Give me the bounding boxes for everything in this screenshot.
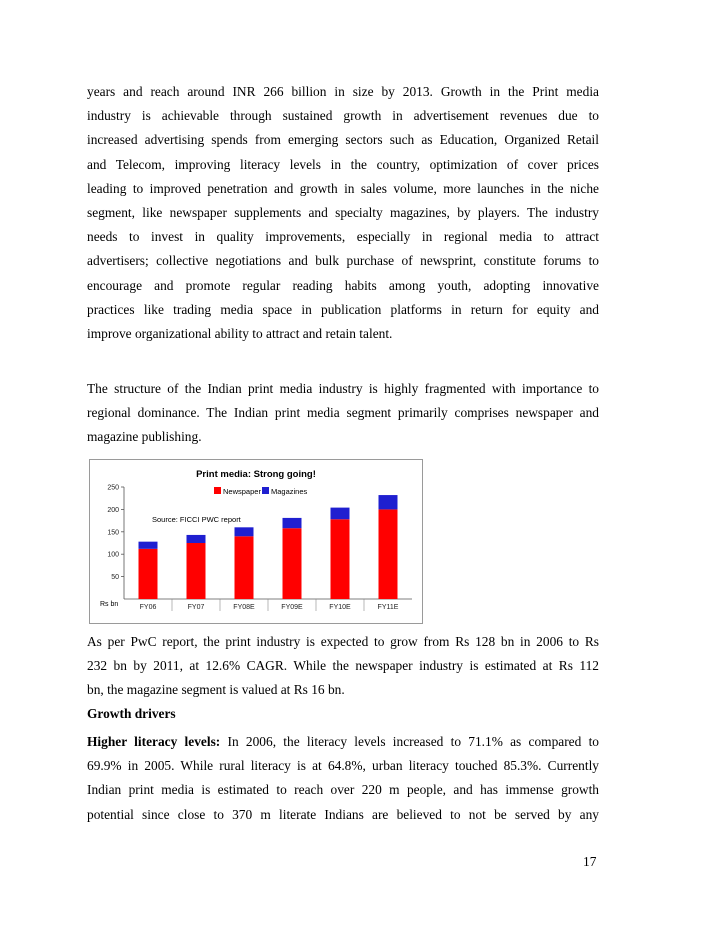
x-tick-label: FY10E [329, 604, 351, 611]
x-tick-label: FY08E [233, 604, 255, 611]
y-tick-label: 250 [107, 484, 119, 492]
x-tick-label: FY07 [187, 604, 205, 611]
text-line: magazine publishing. [87, 429, 202, 445]
text-line: Indian print media is estimated to reach over 220 m people, and has immense growth [87, 782, 599, 798]
text-line: 69.9% in 2005. While rural literacy is at 64.8%, urban literacy touched 85.3%. Currently [87, 758, 599, 774]
text-line: leading to improved penetration and growth in sales volume, more launches in the niche [87, 180, 599, 196]
bar-newspaper-fy11e [379, 509, 398, 599]
bar-newspaper-fy08e [235, 536, 254, 599]
y-tick-label: 100 [107, 551, 119, 559]
text-fragment: In 2006, the literacy levels increased to 71.1% as compared to [220, 734, 599, 749]
chart-title: Print media: Strong going! [196, 469, 316, 480]
lead-term: Higher literacy levels: [87, 734, 221, 749]
text-line: 232 bn by 2011, at 12.6% CAGR. While the newspaper industry is estimated at Rs 112 [87, 658, 599, 674]
print-media-chart [89, 459, 423, 624]
legend-label-newspaper: Newspaper [223, 487, 261, 496]
text-line: As per PwC report, the print industry is expected to grow from Rs 128 bn in 2006 to Rs [87, 634, 599, 649]
x-tick-label: FY09E [281, 604, 303, 611]
text-line: segment, like newspaper supplements and specialty magazines, by players. The industry [87, 205, 599, 221]
paragraph-industry-outlook [87, 80, 599, 346]
text-line: needs to invest in quality improvements, especially in regional media to attract [87, 229, 599, 245]
legend-label-magazines: Magazines [271, 487, 308, 496]
text-line: industry is achievable through sustained growth in advertisement revenues due to [87, 108, 599, 124]
text-line: advertisers; collective negotiations and bulk purchase of newsprint, constitute forums to [87, 253, 599, 269]
bar-newspaper-fy07 [187, 543, 206, 599]
x-tick-label: FY11E [377, 604, 399, 611]
text-line: practices like trading media space in publication platforms in return for equity and [87, 301, 599, 317]
legend-swatch-newspaper [214, 487, 221, 494]
legend-swatch-magazines [262, 487, 269, 494]
text-line: increased advertising spends from emerging sectors such as Education, Organized Retail [87, 132, 599, 148]
section-heading-growth-drivers: Growth drivers [87, 706, 176, 721]
bar-magazines-fy10e [331, 508, 350, 520]
bar-magazines-fy06 [139, 542, 158, 549]
page-number: 17 [583, 854, 597, 869]
paragraph-pwc-forecast [87, 630, 599, 703]
text-line: improve organizational ability to attract and retain talent. [87, 326, 393, 342]
y-tick-label: 150 [107, 529, 119, 537]
x-tick-label: FY06 [139, 604, 157, 611]
bar-newspaper-fy06 [139, 549, 158, 599]
paragraph-industry-structure [87, 377, 599, 450]
text-line: The structure of the Indian print media industry is highly fragmented with importance to [87, 381, 599, 396]
bar-newspaper-fy09e [283, 528, 302, 599]
y-axis-unit-label: Rs bn [100, 601, 119, 608]
bar-magazines-fy11e [379, 495, 398, 509]
y-tick-label: 200 [107, 506, 119, 514]
chart-source-note: Source: FICCI PWC report [152, 515, 241, 524]
text-line: encourage and promote regular reading habits among youth, adopting innovative [87, 277, 599, 293]
text-line: and Telecom, improving literacy levels in the country, optimization of cover prices [87, 156, 599, 172]
bar-magazines-fy08e [235, 527, 254, 536]
text-line: years and reach around INR 266 billion in size by 2013. Growth in the Print media [87, 84, 599, 99]
bar-magazines-fy09e [283, 518, 302, 528]
paragraph-literacy [87, 730, 599, 827]
text-line: potential since close to 370 m literate Indians are believed to not be served by any [87, 806, 599, 822]
text-line: bn, the magazine segment is valued at Rs 16 bn. [87, 682, 345, 698]
bar-newspaper-fy10e [331, 519, 350, 599]
text-line: regional dominance. The Indian print media segment primarily comprises newspaper and [87, 405, 599, 421]
bar-magazines-fy07 [187, 535, 206, 543]
chart-canvas [90, 460, 422, 623]
text-line [87, 730, 599, 754]
y-tick-label: 50 [111, 574, 119, 582]
